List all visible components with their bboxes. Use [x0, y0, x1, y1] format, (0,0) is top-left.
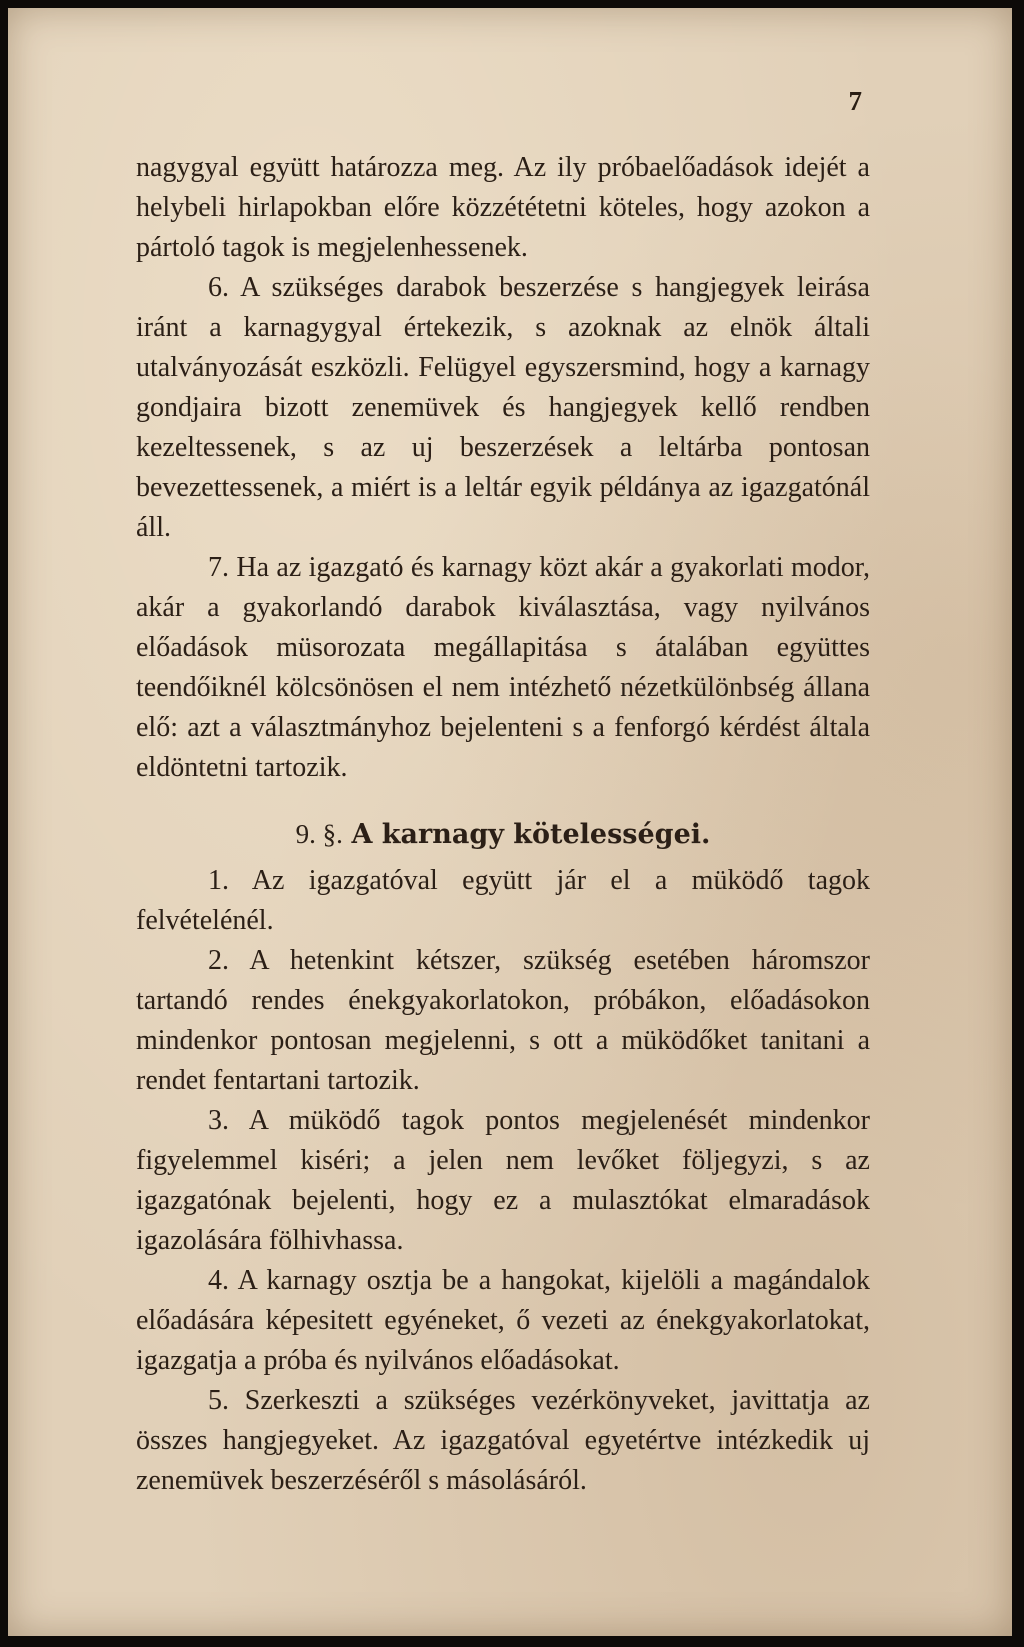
section-title: A karnagy kötelességei.: [351, 819, 711, 850]
paragraph-item-7: 7. Ha az igazgató és karnagy közt akár a gyakorlati modor, akár a gyakorlandó darabok kiválasztása, vagy nyilvános előadások müsorozata megállapitása s átalában együttes teendőiknél kölcsönösen el nem intézhető nézetkülönbség állana elő: azt a választmányhoz bejelenteni s a fenforgó kérdést általa eldöntetni tartozik.: [136, 552, 870, 783]
paragraph-duty-4: 4. A karnagy osztja be a hangokat, kijelöli a magándalok előadására képesitett egyéneket, ő vezeti az énekgyakorlatokat, igazgatja a próba és nyilvános előadásokat.: [136, 1265, 870, 1376]
paragraph-duty-5: 5. Szerkeszti a szükséges vezérkönyveket, javittatja az összes hangjegyeket. Az igazgatóval egyetértve intézkedik uj zenemüvek beszerzéséről s másolásáról.: [136, 1385, 870, 1496]
book-page: [8, 8, 1012, 1636]
paragraph-continuation: nagygyal együtt határozza meg. Az ily próbaelőadások idejét a helybeli hirlapokban előre közzététetni köteles, hogy azokon a pártoló tagok is megjelenhessenek.: [136, 152, 870, 263]
body-text: [136, 148, 870, 1501]
section-number: 9. §.: [295, 819, 343, 849]
paragraph-duty-3: 3. A müködő tagok pontos megjelenését mindenkor figyelemmel kiséri; a jelen nem levőket följegyzi, s az igazgatónak bejelenti, hogy ez a mulasztókat elmaradások igazolására fölhivhassa.: [136, 1105, 870, 1256]
paragraph-duty-1: 1. Az igazgatóval együtt jár el a müködő tagok felvételénél.: [136, 865, 870, 936]
section-heading: [136, 816, 870, 853]
paragraph-duty-2: 2. A hetenkint kétszer, szükség esetében háromszor tartandó rendes énekgyakorlatokon, próbákon, előadásokon mindenkor pontosan megjelenni, s ott a müködőket tanitani a rendet fentartani tartozik.: [136, 945, 870, 1096]
paragraph-item-6: 6. A szükséges darabok beszerzése s hangjegyek leirása iránt a karnagygyal értekezik, s azoknak az elnök általi utalványozását eszközli. Felügyel egyszersmind, hogy a karnagy gondjaira bizott zenemüvek és hangjegyek kellő rendben kezeltessenek, s az uj beszerzések a leltárba pontosan bevezettessenek, a miért is a leltár egyik példánya az igazgatónál áll.: [136, 272, 870, 543]
page-number: 7: [848, 86, 862, 116]
